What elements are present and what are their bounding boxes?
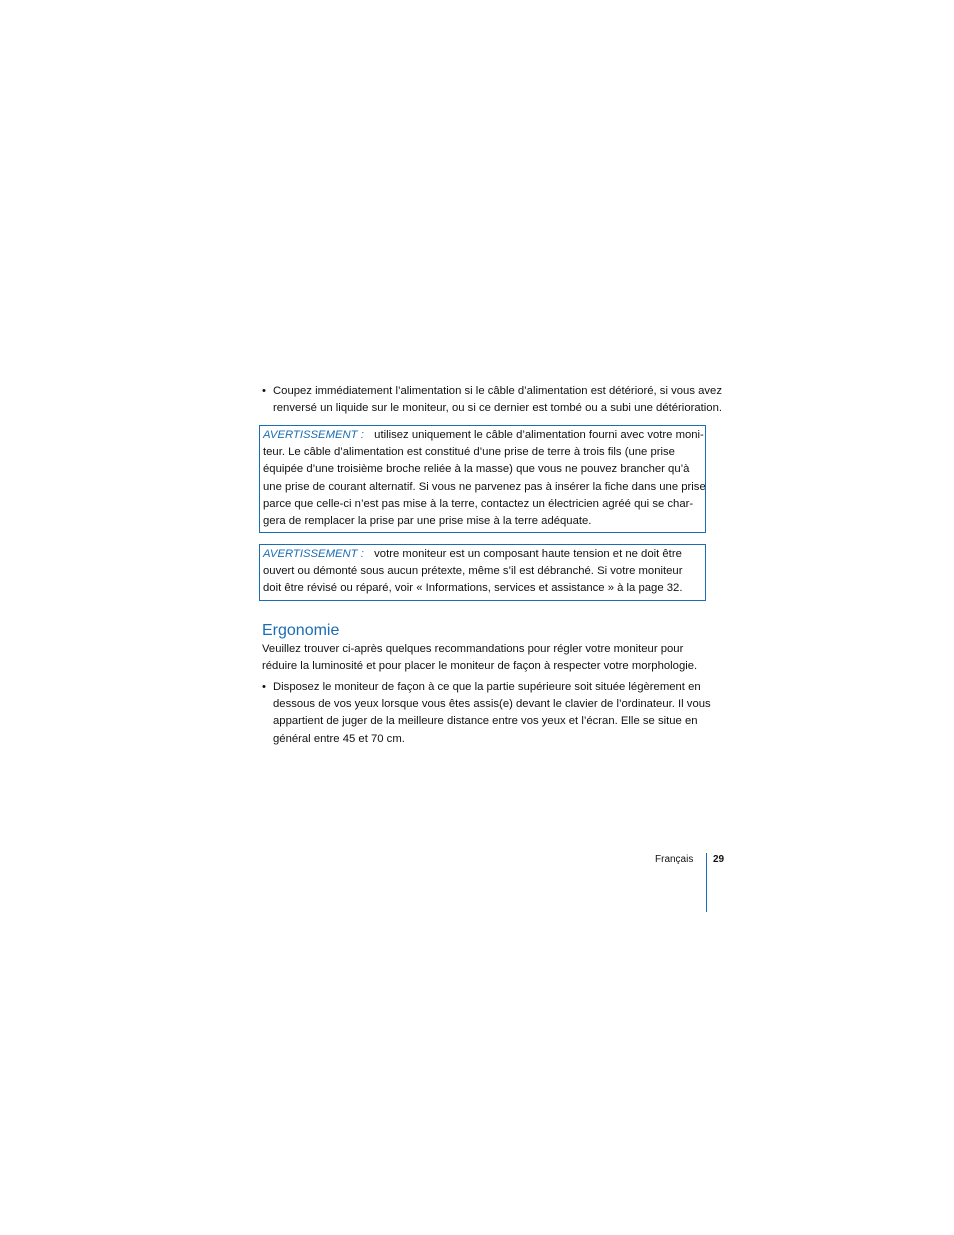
text-line: Coupez immédiatement l’alimentation si le câble d’alimentation est détérioré, si vous avez (273, 385, 722, 397)
warning-label: AVERTISSEMENT : (263, 548, 364, 560)
bullet-marker: • (262, 681, 266, 693)
warning-label: AVERTISSEMENT : (263, 429, 364, 441)
warning-first-line (263, 546, 705, 563)
bullet-marker: • (262, 385, 266, 397)
section-heading: Ergonomie (262, 622, 340, 639)
bullet-item-monitor-position (262, 679, 711, 748)
bullet-text (273, 679, 711, 748)
section-intro (262, 641, 712, 675)
text-line: réduire la luminosité et pour placer le moniteur de façon à respecter votre morphologie. (262, 660, 698, 673)
text-line: doit être révisé ou réparé, voir « Informations, services et assistance » à la page 32. (263, 582, 683, 595)
page-number: 29 (713, 854, 725, 865)
text-line: général entre 45 et 70 cm. (273, 732, 405, 745)
text-line: renversé un liquide sur le moniteur, ou si ce dernier est tombé ou a subi une détérioration. (273, 402, 722, 415)
text-line: teur. Le câble d’alimentation est constitué d’une prise de terre à trois fils (une prise (263, 446, 675, 459)
text-line: parce que celle-ci n’est pas mise à la terre, contactez un électricien agréé qui se char- (263, 497, 694, 510)
text-line: utilisez uniquement le câble d’alimentation fourni avec votre moni- (374, 429, 704, 441)
text-line: équipée d’une troisième broche reliée à la masse) que vous ne pouvez brancher qu’à (263, 463, 690, 476)
warning-first-line (263, 427, 705, 444)
bullet-item-power-cable (262, 383, 722, 417)
text-line: une prise de courant alternatif. Si vous ne parvenez pas à insérer la fiche dans une prise (263, 480, 706, 493)
text-line: Veuillez trouver ci-après quelques recommandations pour régler votre moniteur pour (262, 643, 684, 655)
text-line: dessous de vos yeux lorsque vous êtes assis(e) devant le clavier de l’ordinateur. Il vous (273, 698, 711, 711)
warning-box-power-cord (259, 425, 706, 533)
text-line: ouvert ou démonté sous aucun prétexte, même s’il est débranché. Si votre moniteur (263, 565, 683, 578)
footer-language: Français (655, 854, 694, 865)
bullet-text (273, 383, 722, 417)
text-line: appartient de juger de la meilleure distance entre vos yeux et l’écran. Elle se situe en (273, 715, 698, 728)
text-line: votre moniteur est un composant haute tension et ne doit être (374, 548, 682, 560)
text-line: Disposez le moniteur de façon à ce que la partie supérieure soit située légèrement en (273, 681, 701, 693)
footer-divider (706, 853, 707, 912)
warning-box-high-voltage (259, 544, 706, 601)
text-line: gera de remplacer la prise par une prise mise à la terre adéquate. (263, 515, 592, 528)
